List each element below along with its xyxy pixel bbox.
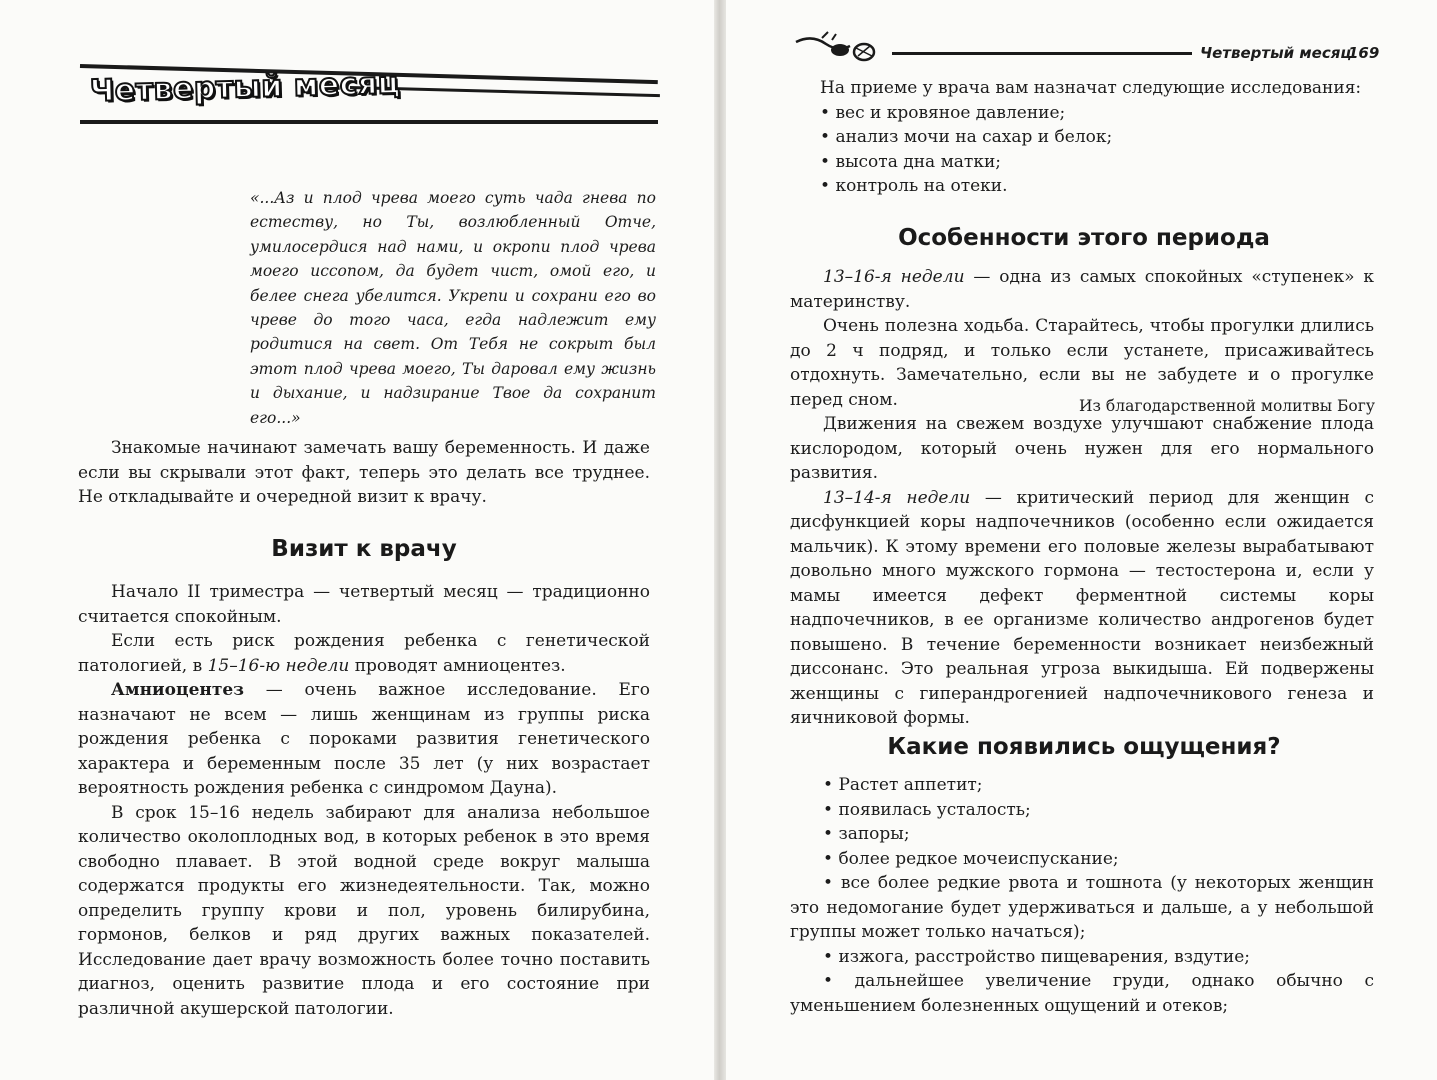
exams-block xyxy=(820,76,1380,199)
features-p1-rest: — одна из самых спокойных «ступенек» к материнству. xyxy=(790,267,1374,312)
visit-p2-weeks: 15–16-ю недели xyxy=(207,655,350,676)
list-item: • контроль на отеки. xyxy=(820,174,1380,199)
features-p4-rest: — критический период для женщин с дисфункцией коры надпочечников (особенно если ожидается мальчик). К этому времени его половые железы вырабатывают довольно много мужского гормона — тестостерона и, если у мамы имеется дефект ферментной системы коры надпочечников, в ее организме количество андрогенов будет повышено. В течение беременности возникает неизбежный диссонанс. Это реальная угроза выкидыша. Ей подвержены женщины с гиперандрогенией надпочечникового генеза и яичниковой формы. xyxy=(790,487,1374,728)
list-item: • анализ мочи на сахар и белок; xyxy=(820,125,1380,150)
list-item: • запоры; xyxy=(790,822,1374,847)
features-paragraph-3: Движения на свежем воздухе улучшают снабжение плода кислородом, который очень нужен для его нормального развития. xyxy=(790,414,1374,483)
list-item: • вес и кровяное давление; xyxy=(820,101,1380,126)
running-head-rule xyxy=(892,52,1192,55)
list-item: • все более редкие рвота и тошнота (у некоторых женщин это недомогание будет удерживаться и дальше, а у небольшой группы может только начаться); xyxy=(790,871,1374,945)
visit-paragraph-2 xyxy=(78,629,650,678)
visit-paragraph-4: В срок 15–16 недель забирают для анализа небольшое количество околоплодных вод, в которых ребенок в это время свободно плавает. В этой водной среде вокруг малыша содержатся продукты его жизнедеятельности. Так, можно определить группу крови и пол, уровень билирубина, гормонов, белков и ряд других важных показателей. Исследование дает врачу возможность более точно поставить диагноз, оценить развитие плода и его состояние при различной акушерской патологии. xyxy=(78,802,650,1019)
features-p4-weeks: 13–14-я недели xyxy=(823,487,971,508)
visit-p2-end: проводят амниоцентез. xyxy=(349,655,566,676)
features-p1-weeks: 13–16-я недели xyxy=(823,267,965,287)
features-paragraph-2: Очень полезна ходьба. Старайтесь, чтобы прогулки длились до 2 ч подряд, и только если устанете, присаживайтесь отдохнуть. Замечательно, если вы не забудете и о прогулке перед сном. xyxy=(790,316,1374,410)
decorative-ornament-icon xyxy=(792,28,892,70)
book-gutter xyxy=(714,0,726,1080)
section-title-sensations: Какие появились ощущения? xyxy=(887,734,1281,760)
exams-list xyxy=(820,101,1380,199)
section-title-visit: Визит к врачу xyxy=(271,536,457,562)
list-item: • более редкое мочеиспускание; xyxy=(790,847,1374,872)
visit-paragraph-1: Начало II триместра — четвертый месяц — традиционно считается спокойным. xyxy=(78,582,650,627)
list-item: • высота дна матки; xyxy=(820,150,1380,175)
epigraph-source: Из благодарственной молитвы Богу xyxy=(1079,397,1375,415)
chapter-title: Четвертый месяц xyxy=(89,65,401,110)
list-item: • изжога, расстройство пищеварения, вздутие; xyxy=(790,945,1374,970)
exams-intro: На приеме у врача вам назначат следующие исследования: xyxy=(820,78,1362,98)
sensations-section-body xyxy=(790,773,1374,1018)
intro-text: Знакомые начинают замечать вашу беременность. И даже если вы скрывали этот факт, теперь это делать все труднее. Не откладывайте и очередной визит к врачу. xyxy=(78,438,650,507)
section-title-features: Особенности этого периода xyxy=(898,225,1270,251)
sensations-list xyxy=(790,773,1374,1018)
features-paragraph-1 xyxy=(790,265,1374,314)
list-item: • появилась усталость; xyxy=(790,798,1374,823)
intro-paragraph xyxy=(78,436,650,510)
epigraph-quote: «...Аз и плод чрева моего суть чада гнева по естеству, но Ты, возлюбленный Отче, умилосердися над нами, и окропи плод чрева моего иссопом, да будет чист, омой его, и белее снега убелится. Укрепи и сохрани его во чреве до того часа, егда надлежит ему родитися на свет. От Тебя не сокрыт был этот плод чрева моего, Ты даровал ему жизнь и дыхание, и надзирание Твое да сохранит его...» xyxy=(250,189,656,427)
header-rule-bottom xyxy=(80,120,658,124)
visit-paragraph-3 xyxy=(78,678,650,801)
visit-p3-rest: — очень важное исследование. Его назначают не всем — лишь женщинам из группы риска рождения ребенка с пороками развития генетического характера и беременным после 35 лет (у них возрастает вероятность рождения ребенка с синдромом Дауна). xyxy=(78,680,650,798)
amniocentesis-term: Амниоцентез xyxy=(111,680,245,700)
visit-p2-start: Если есть риск рождения ребенка с генетической патологией, в xyxy=(78,631,650,676)
page-number: 169 xyxy=(1348,44,1380,62)
visit-section-body xyxy=(78,580,650,1021)
list-item: • Растет аппетит; xyxy=(790,773,1374,798)
running-head xyxy=(792,28,1380,70)
running-head-title: Четвертый месяц xyxy=(1200,44,1352,62)
features-paragraph-4 xyxy=(790,486,1374,731)
chapter-header xyxy=(80,62,658,130)
list-item: • дальнейшее увеличение груди, однако обычно с уменьшением болезненных ощущений и отеков; xyxy=(790,969,1374,1018)
features-section-body xyxy=(790,265,1374,731)
